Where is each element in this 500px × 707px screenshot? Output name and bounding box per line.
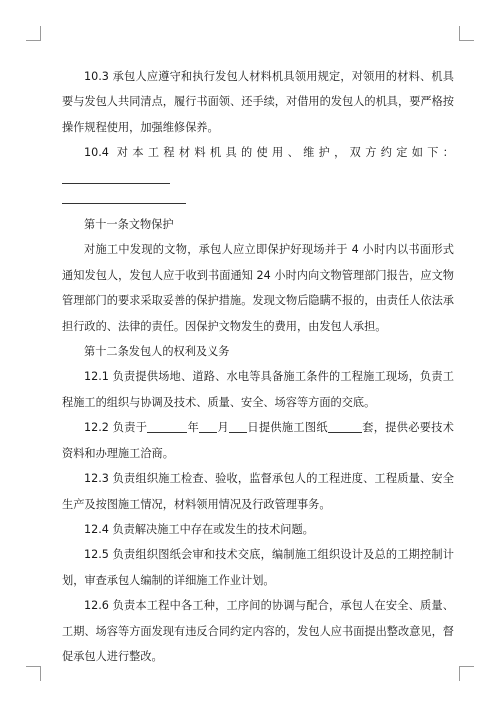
clause-12-4: 12.4 负责解决施工中存在或发生的技术问题。 [84,522,314,536]
crop-mark-bottom-right [459,666,474,681]
day-blank[interactable] [229,420,247,433]
clause-10-4 [62,140,454,191]
clause-10-4-blank[interactable] [62,171,170,184]
clause-12-2 [62,415,454,466]
clause-12-2-text-a: 12.2 负责于 [84,421,148,435]
article-11-body: 对施工中发现的文物，承包人应立即保护好现场并于 4 小时内以书面形式通知发包人，发包人应于收到书面通知 24 小时内向文物管理部门报告，应文物管理部门的要求采取妥善的保护措施。发现文物后隐瞒不报的，由责任人依法承担行政的、法律的责任。因保护文物发生的费用，由发包人承担。 [62,243,454,333]
clause-12-2-text-d: 日提供施工图纸 [247,421,328,435]
article-12-heading: 第十二条发包人的权利及义务 [84,345,230,359]
clause-12-6: 12.6 负责本工程中各工种，工序间的协调与配合，承包人在安全、质量、工期、场容等方面发现有违反合同约定内容的，发包人应书面提出整改意见，督促承包人进行整改。 [62,599,454,663]
clause-12-1: 12.1 负责提供场地、道路、水电等具备施工条件的工程施工现场，负责工程施工的组织与协调及技术、质量、安全、场容等方面的交底。 [62,370,454,409]
year-blank[interactable] [147,420,187,433]
crop-mark-top-left [26,26,41,41]
clause-12-2-text-b: 年 [187,421,200,435]
crop-mark-bottom-left [26,666,41,681]
article-11-heading: 第十一条文物保护 [84,218,174,232]
clause-10-4-text: 10.4 对本工程材料机具的使用、维护，双方约定如下： [84,146,454,160]
clause-12-3: 12.3 负责组织施工检查、验收，监督承包人的工程进度、工程质量、安全生产及按图施工情况，材料领用情况及行政管理事务。 [62,472,454,511]
crop-mark-top-right [459,26,474,41]
month-blank[interactable] [199,420,217,433]
sets-blank[interactable] [328,420,362,433]
clause-10-3: 10.3 承包人应遵守和执行发包人材料机具领用规定，对领用的材料、机具要与发包人共同清点，履行书面领、还手续，对借用的发包人的机具，要严格按操作规程使用，加强维修保养。 [62,70,454,134]
document-page [62,64,454,669]
clause-12-2-text-c: 月 [217,421,230,435]
clause-10-4-blank-continued[interactable] [62,203,186,204]
clause-12-2-text-e: 套，提供必要技术资料和办理施工洽商。 [62,421,454,460]
clause-12-5: 12.5 负责组织图纸会审和技术交底，编制施工组织设计及总的工期控制计划，审查承包人编制的详细施工作业计划。 [62,548,454,587]
